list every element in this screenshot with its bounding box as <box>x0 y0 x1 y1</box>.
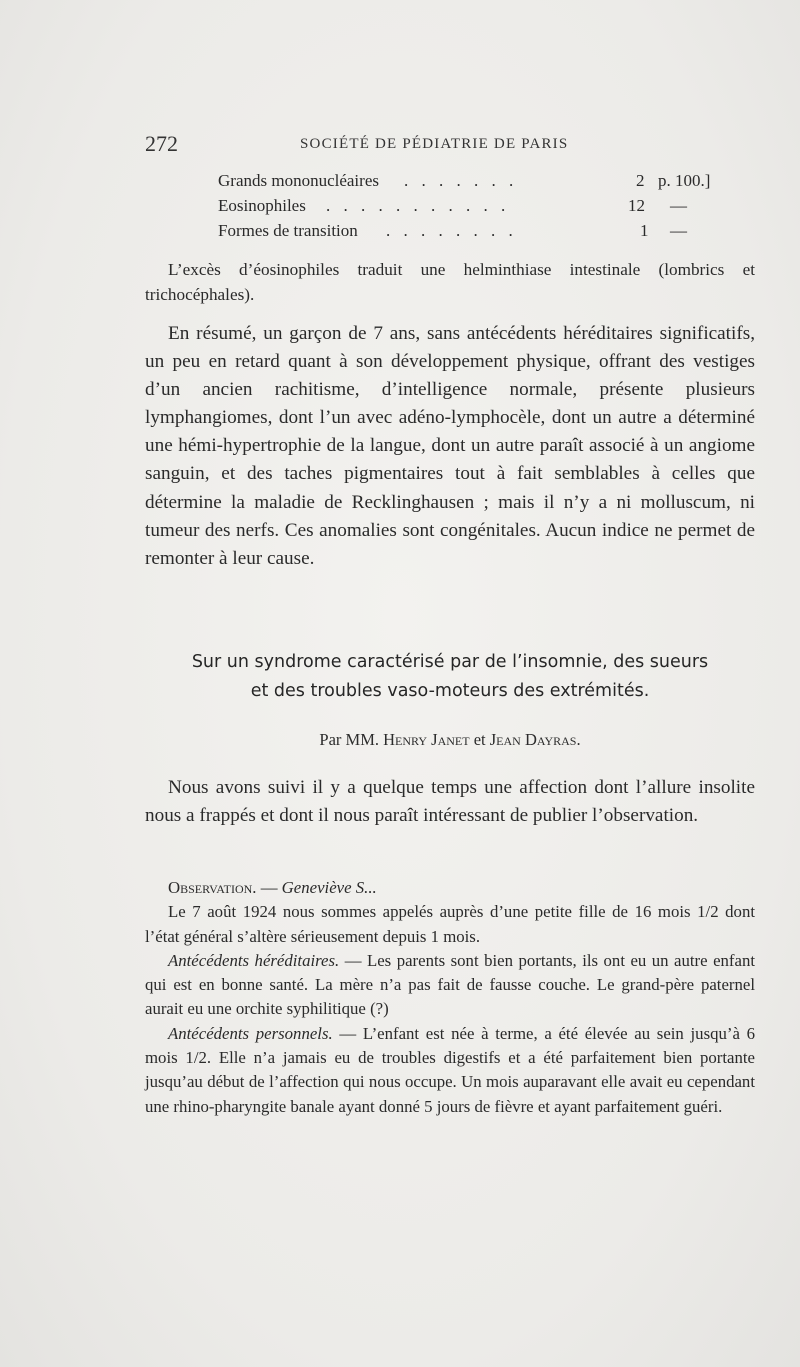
observation-section <box>145 876 755 1119</box>
article-title-line: Sur un syndrome caractérisé par de l’insomnie, des sueurs <box>191 652 709 672</box>
page-number: 272 <box>145 131 178 156</box>
count-label: Grands mononucléaires <box>218 171 379 190</box>
heredity-label: Antécédents héréditaires. <box>168 950 340 970</box>
authors-suffix: . <box>576 730 581 749</box>
count-leader-dots: . . . . . . . . <box>386 221 518 240</box>
blood-count-table <box>218 168 711 243</box>
count-row <box>218 218 687 243</box>
personal-history-text: — L’enfant est née à terme, a été élevée au sein jusqu’à 6 mois 1/2. Elle n’a jamais eu de troubles digestifs et a été parfaitement bien portante jusqu’au début de l’affection qui nous occupe. Un mois auparavant elle avait eu cependant une rhino-pharyngite banale ayant donné 5 jours de fièvre et ayant parfaitement guéri. <box>145 1023 756 1116</box>
count-value: 1 <box>640 221 649 240</box>
personal-history-paragraph <box>145 1022 755 1119</box>
authors-prefix: Par MM. <box>319 730 379 749</box>
count-value: 12 <box>628 196 645 215</box>
count-unit: p. 100.] <box>658 171 711 190</box>
article-title-line: et des troubles vaso-moteurs des extrémités. <box>250 681 650 701</box>
count-leader-dots: . . . . . . . <box>404 171 518 190</box>
summary-paragraph: En résumé, un garçon de 7 ans, sans antécédents héréditaires significatifs, un peu en retard quant à son développement physique, offrant des vestiges d’un ancien rachitisme, d’intelligence normale, présente plusieurs lymphangiomes, dont l’un avec adéno-lymphocèle, dont un autre a déterminé une hémi-hypertrophie de la langue, dont un autre paraît associé à un angiome sanguin, et des taches pigmentaires tout à fait semblables à celles que détermine la maladie de Recklinghausen ; mais il n’y a ni molluscum, ni tumeur des nerfs. Ces anomalies sont congénitales. Aucun indice ne permet de remonter à leur cause. <box>145 323 755 569</box>
article-title <box>145 648 755 706</box>
heredity-text: — Les parents sont bien portants, ils ont eu un autre enfant qui est en bonne santé. La mère n’a pas fait de fausse couche. Le grand-père paternel aurait eu une orchite syphilitique (?) <box>145 950 755 1019</box>
article-authors <box>145 730 755 750</box>
eosinophil-note: L’excès d’éosinophiles traduit une helminthiase intestinale (lombrics et trichocéphales). <box>145 260 755 305</box>
author-name: Jean Dayras <box>489 730 577 749</box>
count-value: 2 <box>636 171 645 190</box>
observation-dash: — <box>260 878 278 897</box>
authors-conjunction: et <box>473 730 486 749</box>
intro-paragraph: Nous avons suivi il y a quelque temps une affection dont l’allure insolite nous a frappés et dont il nous paraît intéressant de publier l’observation. <box>145 777 755 827</box>
page-header <box>145 131 760 161</box>
count-unit: — <box>670 196 687 215</box>
author-name: Henry Janet <box>383 730 470 749</box>
patient-name: Geneviève S... <box>281 878 377 897</box>
count-row <box>218 168 711 193</box>
count-leader-dots: . . . . . . . . . . . <box>326 196 510 215</box>
observation-first-sentence: Le 7 août 1924 nous sommes appelés auprès d’une petite fille de 16 mois 1/2 dont l’état général s’altère sérieusement depuis 1 mois. <box>145 902 755 946</box>
count-label: Formes de transition <box>218 221 358 240</box>
count-row <box>218 193 687 218</box>
running-head: SOCIÉTÉ DE PÉDIATRIE DE PARIS <box>300 136 569 152</box>
heredity-paragraph <box>145 949 755 1022</box>
personal-history-label: Antécédents personnels. <box>168 1023 333 1043</box>
observation-label: Observation. <box>168 878 257 897</box>
count-label: Eosinophiles <box>218 196 306 215</box>
count-unit: — <box>670 221 687 240</box>
observation-heading <box>145 876 755 900</box>
